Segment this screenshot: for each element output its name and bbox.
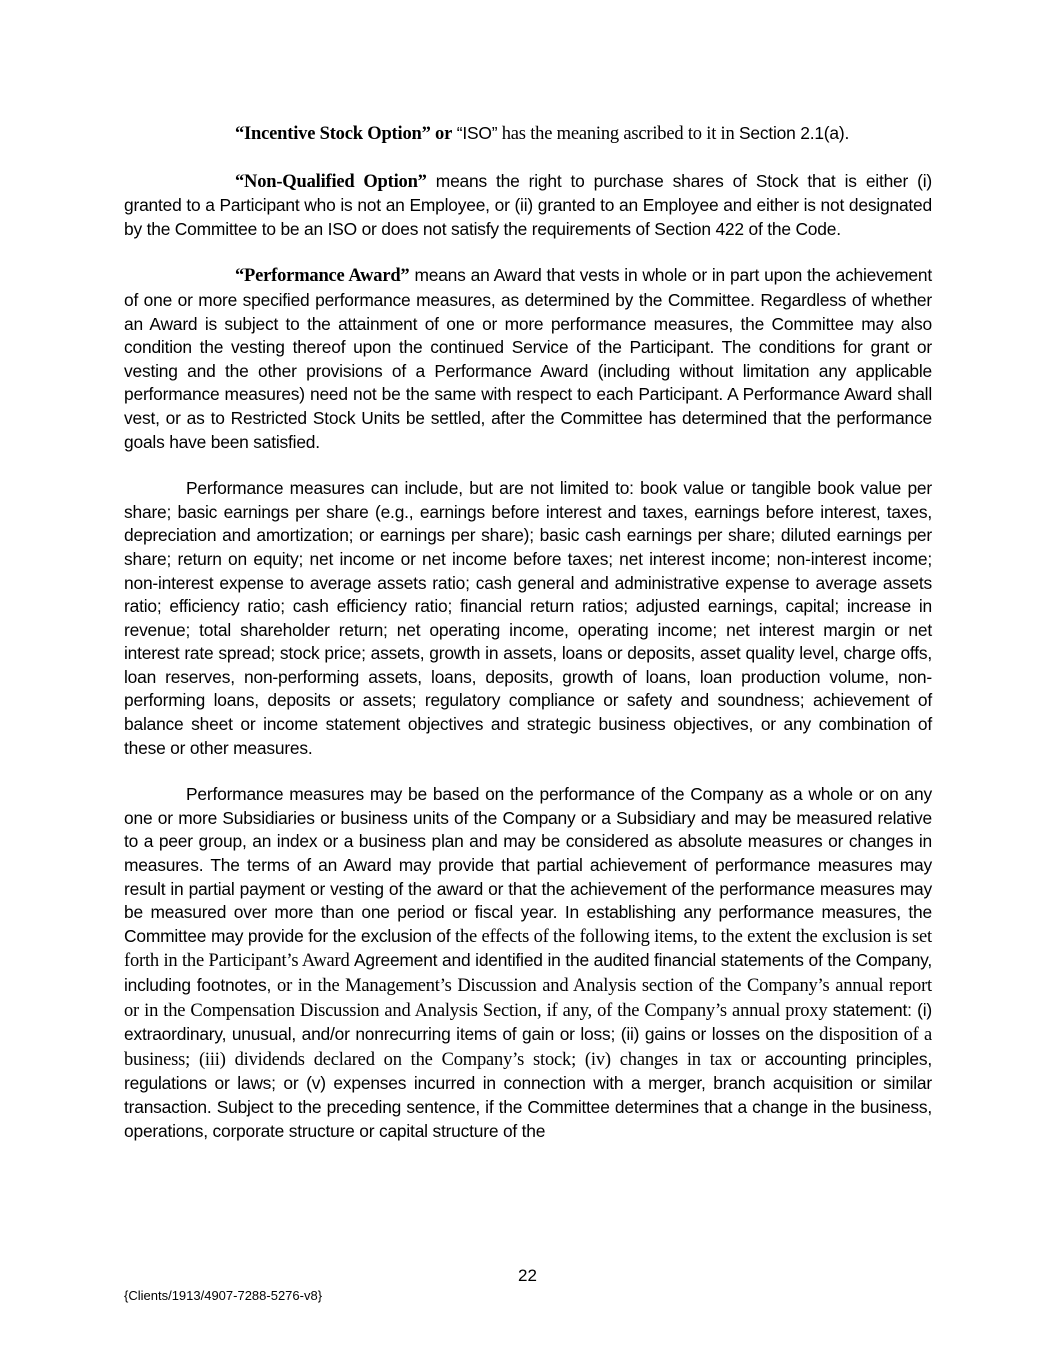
basis-part-5: statement: (i) extraordinary, unusual, and/or nonrecurring items of gain or loss; (ii) gains or losses on the	[124, 999, 932, 1045]
footer-document-ref: {Clients/1913/4907-7288-5276-v8}	[124, 1288, 323, 1303]
iso-abbr: “ISO”	[456, 123, 498, 143]
basis-part-1: Performance measures may be based on the performance of the Company as a whole or on any one or more Subsidiaries or business units of the Company or a Subsidiary and may be measured relative to a peer group, an index or a business plan and may be considered as absolute measures or changes in measures. The terms of an Award may provide that partial achievement of performance measures may result in partial payment or vesting of the award or that the achievement of the performance measures may be measured over more than one period or fiscal year. In establishing any performance measures, the Committee may provide for the exclusion of	[124, 784, 932, 946]
performance-basis-paragraph	[124, 783, 932, 1143]
iso-text-rest: Section 2.1(a).	[738, 123, 850, 143]
basis-part-6: disposition of a business; (iii) dividends declared on the Company’s stock; (iv) changes in tax or	[124, 1025, 932, 1070]
performance-award-definition	[124, 264, 932, 454]
nqo-definition	[124, 170, 932, 242]
page-number: 22	[518, 1266, 537, 1285]
document-body	[124, 122, 932, 1143]
nqo-text: means the right to purchase shares of Stock that is either (i) granted to a Participant who is not an Employee, or (ii) granted to an Employee and either is not designated by the Committee to be an ISO or does not satisfy the requirements of Section 422 of the Code.	[124, 170, 933, 239]
performance-measures-paragraph: Performance measures can include, but are not limited to: book value or tangible book value per share; basic earnings per share (e.g., earnings before interest and taxes, earnings before interest, taxes, depreciation and amortization; or earnings per share); basic cash earnings per share; diluted earnings per share; return on equity; net income or net income before taxes; net interest income; non-interest income; non-interest expense to average assets ratio; cash general and administrative expense to average assets ratio; efficiency ratio; cash efficiency ratio; financial return ratios; adjusted earnings, capital; increase in revenue; total shareholder return; net operating income, operating income; net interest margin or net interest rate spread; stock price; assets, growth in assets, loans or deposits, asset quality level, charge offs, loan reserves, non-performing assets, loans, deposits, growth of loans, loan production volume, non-performing loans, deposits or assets; regulatory compliance or safety and soundness; achievement of balance sheet or income statement objectives and strategic business objectives, or any combination of these or other measures.	[124, 478, 932, 758]
basis-part-3: Agreement and identified in the audited financial statements of the Company, including footnotes,	[124, 950, 932, 995]
basis-part-4: or in the Management’s Discussion and Analysis section of the Company’s annual report or in the Compensation Discussion and Analysis Section, if any, of the Company’s annual proxy	[124, 976, 932, 1021]
performance-award-term: “Performance Award”	[235, 266, 410, 287]
nqo-term: “Non-Qualified Option”	[235, 171, 427, 192]
basis-part-7: accounting principles, regulations or laws; or (v) expenses incurred in connection with a merger, branch acquisition or similar transaction. Subject to the preceding sentence, if the Committee determines that a change in the business, operations, corporate structure or capital structure of the	[124, 1048, 932, 1141]
performance-award-text: means an Award that vests in whole or in part upon the achievement of one or more specified performance measures, as determined by the Committee. Regardless of whether an Award is subject to the attainment of one or more performance measures, the Committee may also condition the vesting thereof upon the continued Service of the Participant. The conditions for grant or vesting and the other provisions of a Performance Award (including without limitation any applicable performance measures) need not be the same with respect to each Participant. A Performance Award shall vest, or as to Restricted Stock Units be settled, after the Committee has determined that the performance goals have been satisfied.	[124, 265, 932, 452]
iso-text-serif: has the meaning ascribed to it in	[497, 124, 739, 144]
iso-definition	[124, 122, 932, 147]
basis-part-2: the effects of the following items, to the extent the exclusion is set forth in the Participant’s Award	[124, 926, 932, 972]
iso-term: “Incentive Stock Option” or	[235, 124, 453, 144]
